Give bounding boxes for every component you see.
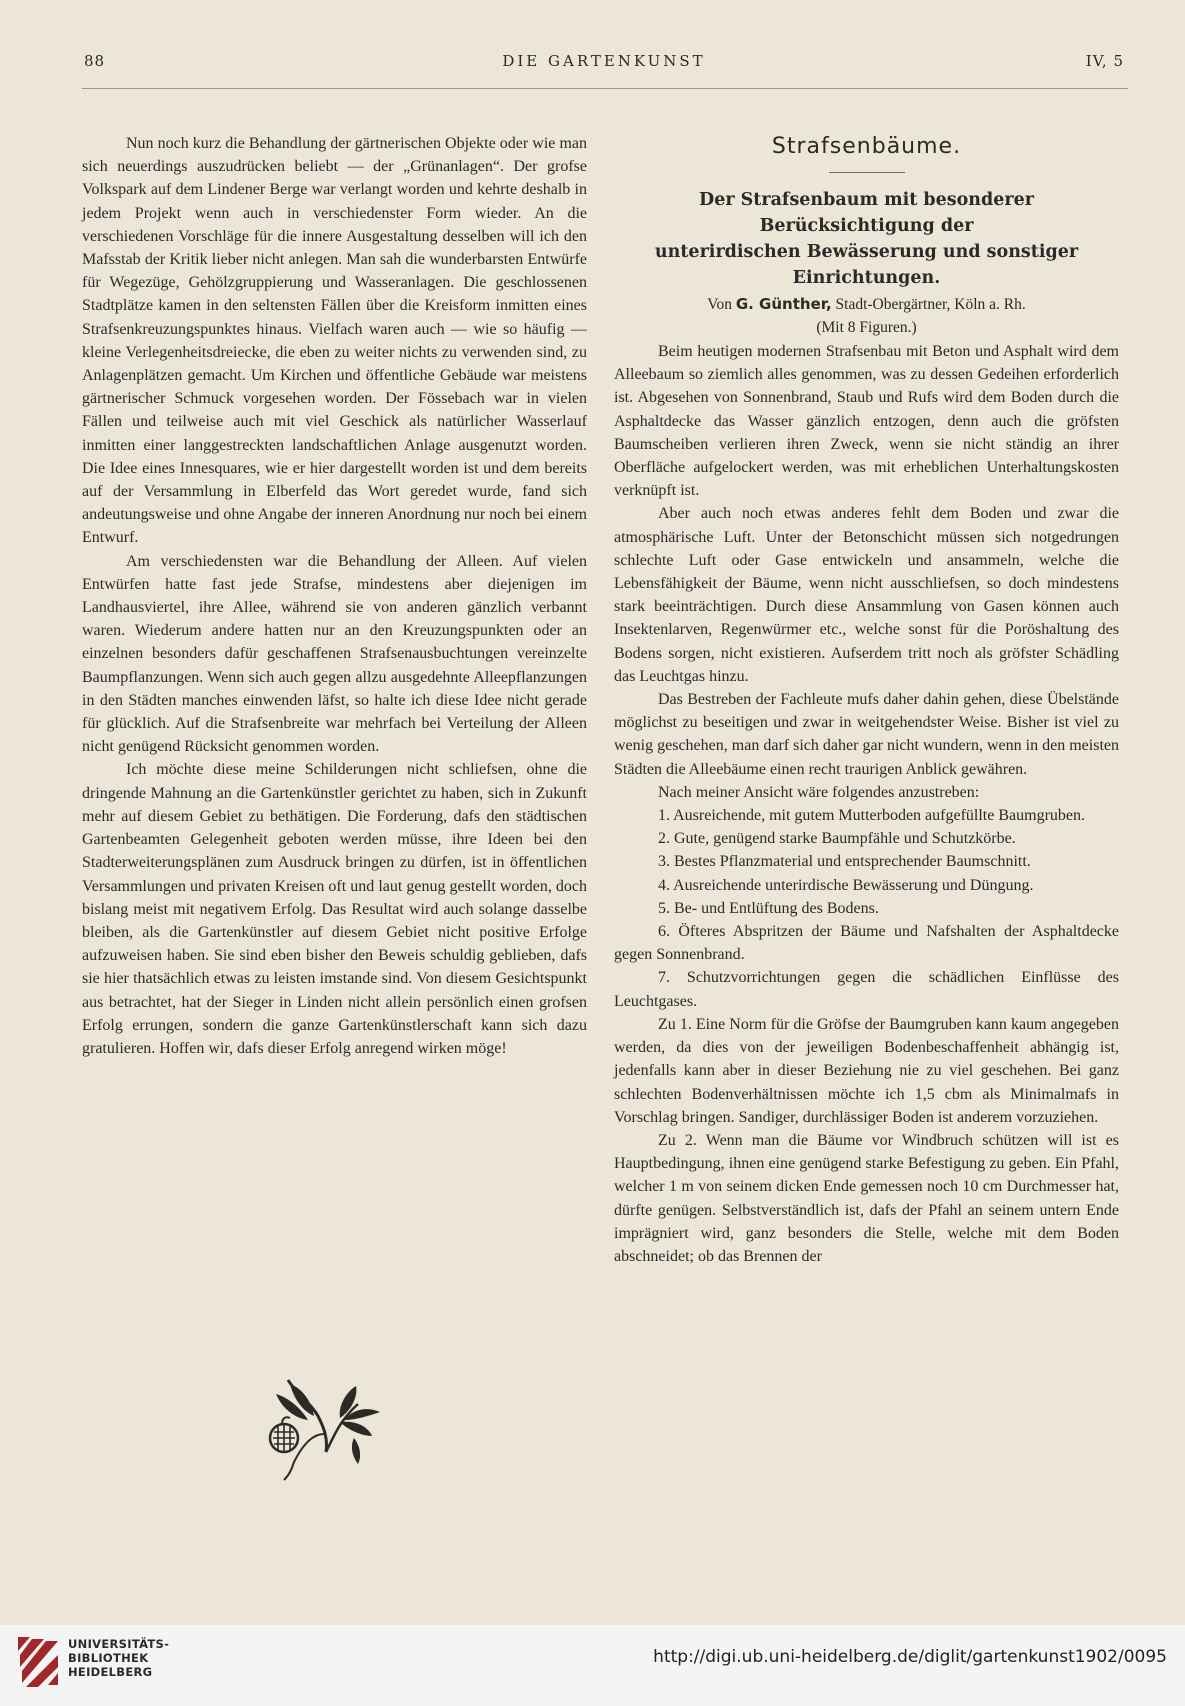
- byline-prefix: Von: [707, 296, 732, 313]
- volume-issue: IV, 5: [1085, 52, 1124, 70]
- library-footer: [0, 1625, 1185, 1706]
- paragraph: Nun noch kurz die Behandlung der gärtnerischen Objekte oder wie man sich neuerdings auszudrücken beliebt — der „Grünanlagen“. Der grofse Volkspark auf dem Lindener Berge war verlangt worden und kehrte deshalb in jedem Projekt wenn auch in verschiedenster Form wieder. An die verschiedenen Vorschläge für die innere Ausgestaltung desselben will ich den Mafsstab der Kritik lieber nicht anlegen. Man sah die wunderbarsten Entwürfe für Wegezüge, Gehölzgruppierung und Wasseranlagen. Die geschlossenen Stadtplätze kamen in den seltensten Fällen über die Kreisform inmitten eines Strafsenkreuzungspunktes hinaus. Vielfach waren auch — wie so häufig — kleine Verlegenheitsdreiecke, die eben zu weiter nichts zu verwenden sind, zu Anlagenplätzen gemacht. Um Kirchen und öffentliche Gebäude war meistens gärtnerischer Schmuck vorgesehen worden. Der Fössebach war in vielen Fällen und teilweise auch mit viel Geschick als natürlicher Wasserlauf inmitten einer langgestreckten landschaftlichen Anlage ausgenutzt worden. Die Idee eines Innesquares, wie er hier dargestellt worden ist und dem bereits auf der Versammlung in Elberfeld das Wort geredet wurde, fand sich andeutungsweise und ohne Angabe der inneren Anordnung nur noch bei einem Entwurf.: [82, 135, 587, 547]
- article-title-line: unterirdischen Bewässerung und sonstiger Einrichtungen.: [654, 242, 1079, 288]
- library-name: [68, 1637, 169, 1679]
- journal-title: DIE GARTENKUNST: [502, 52, 706, 70]
- article-title: [614, 187, 1119, 291]
- paragraph: Zu 2. Wenn man die Bäume vor Windbruch schützen will ist es Hauptbedingung, ihnen eine genügend starke Befestigung zu geben. Ein Pfahl, welcher 1 m von seinem dicken Ende gemessen noch 10 cm Durchmesser hat, dürfte genügen. Selbstverständlich ist, dafs der Pfahl an seinem untern Ende imprägniert wird, ganz besonders die Stelle, welche mit dem Boden abschneidet; ob das Brennen der: [614, 1131, 1119, 1265]
- author-name: G. Günther,: [735, 295, 832, 313]
- author-role: Stadt-Obergärtner, Köln a. Rh.: [835, 296, 1026, 313]
- paragraph: Nach meiner Ansicht wäre folgendes anzustreben:: [658, 783, 980, 801]
- source-url-link[interactable]: http://digi.ub.uni-heidelberg.de/diglit/gartenkunst1902/0095: [653, 1647, 1167, 1667]
- header-rule: [82, 88, 1128, 89]
- running-header: [84, 52, 1124, 82]
- list-item: 6. Öfteres Abspritzen der Bäume und Nafshalten der Asphaltdecke gegen Sonnenbrand.: [614, 923, 1119, 964]
- list-item: 4. Ausreichende unterirdische Bewässerung und Düngung.: [658, 876, 1034, 894]
- paragraph: Aber auch noch etwas anderes fehlt dem Boden und zwar die atmosphärische Luft. Unter der Betonschicht müssen sich notgedrungen schlechte Luft oder Gase entwickeln und ansammeln, welche die Lebensfähigkeit der Bäume, wenn nicht ausschliefsen, so doch mindestens stark beeinträchtigen. Durch diese Ansammlung von Gasen können auch Insektenlarven, Regenwürmer etc., welche sonst für die Poröshaltung des Bodens sorgen, nicht existieren. Aufserdem tritt noch als gröfster Schädling das Leuchtgas hinzu.: [614, 505, 1119, 685]
- paragraph: Das Bestreben der Fachleute mufs daher dahin gehen, diese Übelstände möglichst zu beseitigen und zwar in weitgehendster Weise. Bisher ist viel zu wenig geschehen, man darf sich daher gar nicht wundern, wenn in den meisten Städten die Alleebäume einen recht traurigen Anblick gewähren.: [614, 691, 1119, 778]
- list-item: 2. Gute, genügend starke Baumpfähle und Schutzkörbe.: [658, 830, 1016, 848]
- section-rule: [829, 172, 905, 173]
- library-name-line: BIBLIOTHEK: [68, 1651, 149, 1665]
- library-name-line: HEIDELBERG: [68, 1665, 153, 1679]
- right-column: [614, 132, 1119, 1268]
- paragraph: Am verschiedensten war die Behandlung der Alleen. Auf vielen Entwürfen hatte fast jede Strafse, mindestens aber diejenigen im Landhausviertel, ihre Allee, während sie von anderen gänzlich verbannt waren. Wiederum andere hatten nur an den Kreuzungspunkten oder an einzelnen besonders dafür geschaffenen Strafsenausbuchtungen vereinzelte Baumpflanzungen. Wenn sich auch gegen allzu ausgedehnte Alleepflanzungen in den Städten manches einwenden läfst, so halte ich diese Idee nicht gerade für glücklich. Auf die Strafsenbreite war mehrfach bei Verteilung der Alleen nicht genügend Rücksicht genommen worden.: [82, 552, 587, 756]
- flower-ornament-icon: [268, 1376, 386, 1486]
- figures-note: (Mit 8 Figuren.): [816, 319, 917, 336]
- page-number: 88: [84, 52, 106, 70]
- paragraph: Ich möchte diese meine Schilderungen nicht schliefsen, ohne die dringende Mahnung an die Gartenkünstler gerichtet zu haben, sich in Zukunft mehr auf diesem Gebiet zu bethätigen. Die Forderung, dafs den städtischen Gartenbeamten Gelegenheit geboten werden müsse, ihre Ideen bei den Stadterweiterungsplänen zum Ausdruck bringen zu dürfen, ist in öffentlichen Versammlungen und privaten Kreisen oft und laut genug gestellt worden, doch bislang meist mit negativem Erfolg. Das Resultat wird auch solange dasselbe bleiben, als die Gartenkünstler auf diesem Gebiet nicht positive Erfolge aufzuweisen haben. Sie sind eben bisher den Beweis schuldig geblieben, dafs sie hier thatsächlich etwas zu leisten imstande sind. Von diesem Gesichtspunkt aus betrachtet, hat der Sieger in Linden nicht allein persönlich einen grofsen Erfolg errungen, sondern die ganze Gartenkünstlerschaft kann sich dazu gratulieren. Hoffen wir, dafs dieser Erfolg anregend wirken möge!: [82, 761, 587, 1057]
- paragraph: Zu 1. Eine Norm für die Gröfse der Baumgruben kann kaum angegeben werden, da dies von der jeweiligen Bodenbeschaffenheit abhängig ist, jedenfalls kann aber in dieser Beziehung nie zu viel geschehen. Bei ganz schlechten Bodenverhältnissen möchte ich 1,5 cbm als Minimalmafs in Vorschlag bringen. Sandiger, durchlässiger Boden ist anderem vorzuziehen.: [614, 1015, 1119, 1126]
- list-item: 3. Bestes Pflanzmaterial und entsprechender Baumschnitt.: [658, 853, 1031, 871]
- university-library-logo-icon: [14, 1633, 62, 1689]
- list-item: 7. Schutzvorrichtungen gegen die schädlichen Einflüsse des Leuchtgases.: [614, 969, 1119, 1010]
- byline: [614, 293, 1119, 316]
- list-item: 5. Be- und Entlüftung des Bodens.: [658, 899, 879, 917]
- list-item: 1. Ausreichende, mit gutem Mutterboden aufgefüllte Baumgruben.: [658, 807, 1085, 825]
- paragraph: Beim heutigen modernen Strafsenbau mit Beton und Asphalt wird dem Alleebaum so ziemlich alles genommen, was zu dessen Gedeihen erforderlich ist. Abgesehen von Sonnenbrand, Staub und Rufs wird dem Boden durch die Asphaltdecke das Wasser gänzlich entzogen, denn auch die gröfsten Baumscheiben verlieren ihren Zweck, wenn sie nicht ständig an ihrer Oberfläche aufgelockert werden, was mit erheblichen Unterhaltungskosten verknüpft ist.: [614, 343, 1119, 500]
- library-name-line: UNIVERSITÄTS-: [68, 1637, 170, 1651]
- left-column: [82, 132, 587, 1060]
- article-title-line: Der Strafsenbaum mit besonderer Berücksichtigung der: [699, 190, 1034, 236]
- section-heading: Strafsenbäume.: [771, 134, 962, 159]
